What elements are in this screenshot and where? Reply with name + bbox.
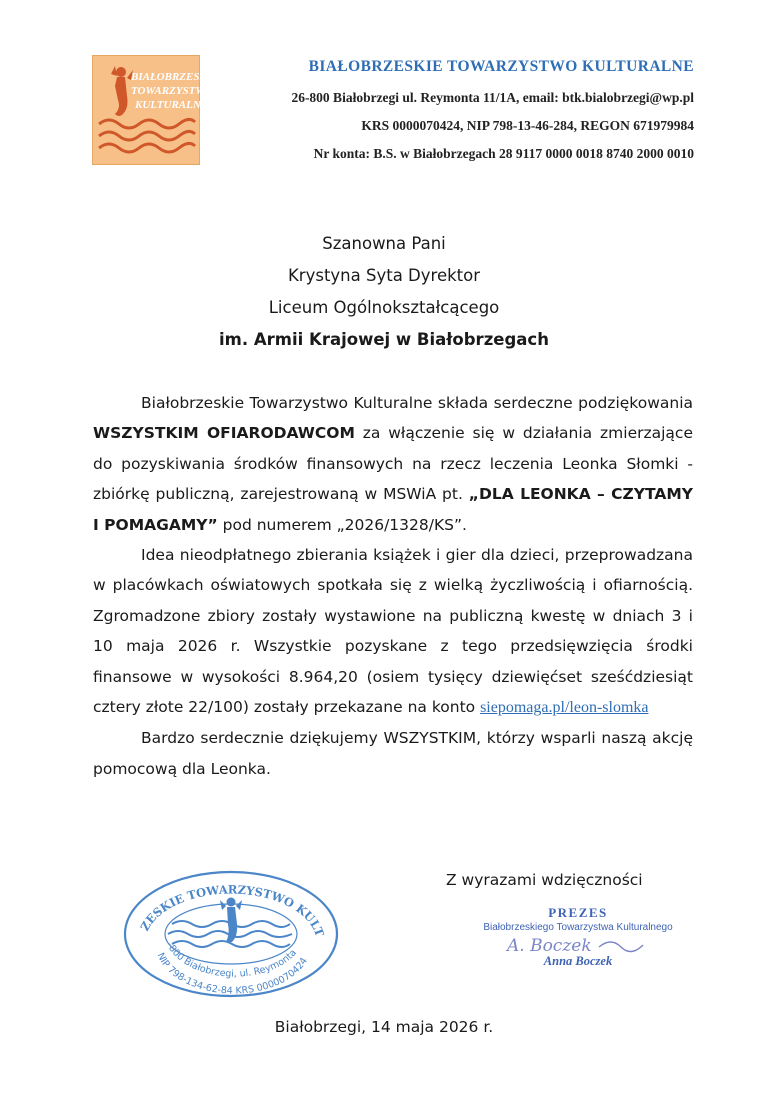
organization-address: 26-800 Białobrzegi ul. Reymonta 11/1A, email: btk.bialobrzegi@wp.pl <box>291 90 694 105</box>
stamp-top-text: ZESKIE TOWARZYSTWO KULT <box>137 882 327 939</box>
closing-phrase: Z wyrazami wdzięczności <box>446 871 643 889</box>
place-and-date: Białobrzegi, 14 maja 2026 r. <box>274 1018 494 1036</box>
paragraph-1-text-c: pod numerem „2026/1328/KS”. <box>222 515 467 534</box>
paragraph-3: Bardzo serdecznie dziękujemy WSZYSTKIM, którzy wsparli naszą akcję pomocową dla Leonka. <box>93 729 693 778</box>
stamp-mermaid-icon <box>220 898 242 943</box>
signature-title: PREZES <box>548 905 608 920</box>
paragraph-2 <box>93 540 693 723</box>
logo-text-3: KULTURALNE <box>135 99 209 111</box>
donation-link[interactable]: siepomaga.pl/leon-slomka <box>480 699 649 717</box>
signature-name: Anna Boczek <box>543 954 613 968</box>
svg-text:A. Boczek: A. Boczek <box>507 936 592 956</box>
salutation-line-3: Liceum Ogólnokształcącego <box>268 298 500 317</box>
organization-logo <box>92 55 219 165</box>
logo-waves <box>99 119 195 152</box>
mermaid-logo-icon <box>93 56 219 164</box>
organization-name: BIAŁOBRZESKIE TOWARZYSTWO KULTURALNE <box>308 58 694 75</box>
signature-block <box>478 905 678 968</box>
mermaid-figure <box>111 66 133 116</box>
paragraph-1-text-b: za włączenie się w działania zmierzające do pozyskiwania środków finansowych na rzecz leczenia Leonka Słomki - zbiórkę publiczną, zarejestrowaną w MSWiA pt. <box>93 424 693 504</box>
logo-text-1: BIAŁOBRZESKIE <box>131 71 219 83</box>
letterhead <box>0 0 768 180</box>
salutation <box>0 228 768 356</box>
paragraph-1-text-a: Białobrzeskie Towarzystwo Kulturalne składa serdeczne podziękowania <box>141 394 693 412</box>
organization-stamp <box>120 864 342 1002</box>
organization-registry: KRS 0000070424, NIP 798-13-46-284, REGON 671979984 <box>361 118 694 133</box>
stamp-bottom-line-1: -800 Białobrzegi, ul. Reymonta <box>164 940 299 980</box>
paragraph-1 <box>93 388 693 540</box>
letter-body <box>93 388 693 784</box>
salutation-line-1: Szanowna Pani <box>322 234 446 253</box>
salutation-line-2: Krystyna Syta Dyrektor <box>287 266 481 285</box>
stamp-graphic <box>120 864 342 998</box>
logo-text-2: TOWARZYSTWO <box>131 85 214 97</box>
stamp-bottom-line-2: NIP 798-134-62-84 KRS 0000070424 <box>154 951 310 997</box>
salutation-line-4: im. Armii Krajowej w Białobrzegach <box>219 330 549 349</box>
signature-organization: Białobrzeskiego Towarzystwa Kulturalnego <box>483 922 673 933</box>
paragraph-2-text: Idea nieodpłatnego zbierania książek i gier dla dzieci, przeprowadzana w placówkach oświatowych spotkała się z wielką życzliwością i ofiarnością. Zgromadzone zbiory zostały wystawione na publiczną kwestę w dniach 3 i 10 maja 2026 r. Wszystkie pozyskane z tego przedsięwzięcia środki finansowe w wysokości 8.964,20 (osiem tysięcy dziewięćset sześćdziesiąt cztery złote 22/100) zostały przekazane na konto <box>93 546 693 717</box>
paragraph-1-bold-b: „DLA LEONKA – CZYTAMY I POMAGAMY” <box>93 485 693 534</box>
organization-bank-account: Nr konta: B.S. w Białobrzegach 28 9117 0000 0018 8740 2000 0010 <box>313 146 694 161</box>
paragraph-1-bold-a: WSZYSTKIM OFIARODAWCOM <box>93 424 355 443</box>
